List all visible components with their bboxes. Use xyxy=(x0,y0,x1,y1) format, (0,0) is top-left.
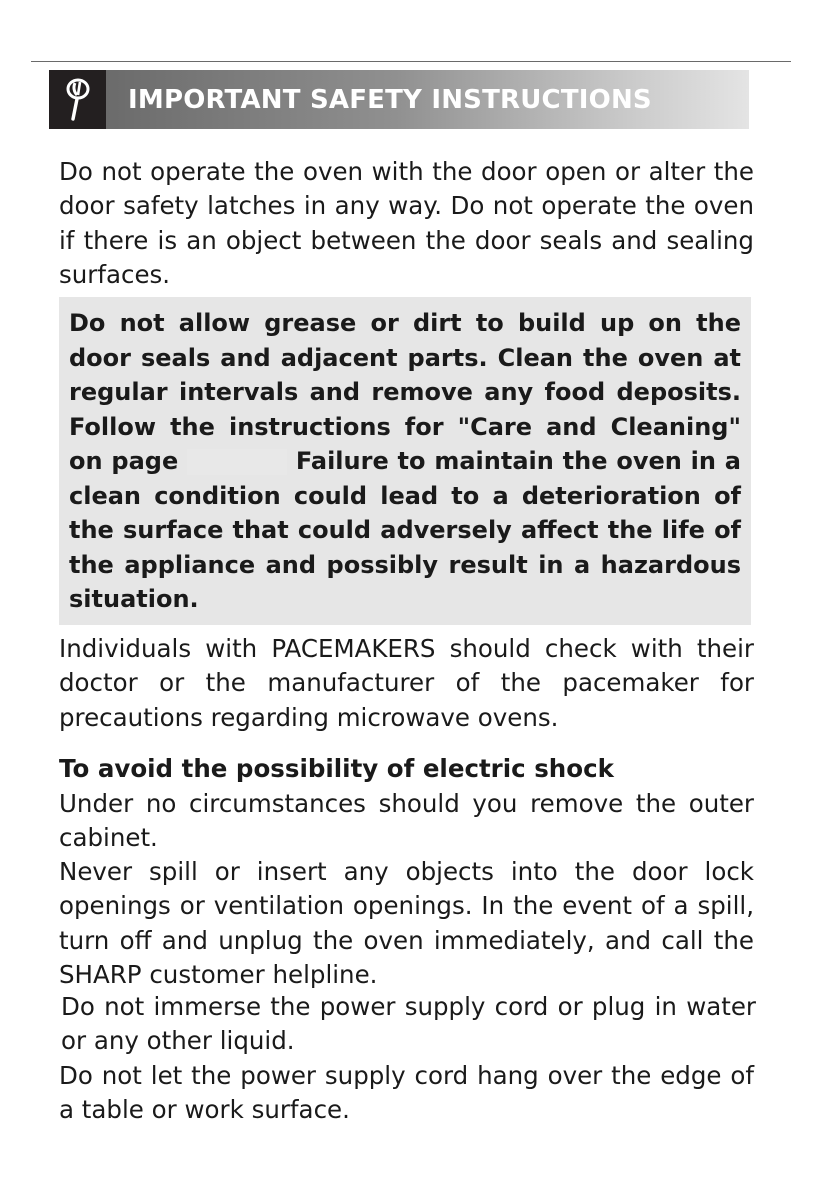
door-operation-paragraph: Do not operate the oven with the door open or alter the door safety latches in any way. Do not operate the oven if there is an object between the door seals and sealing surfaces. xyxy=(59,157,754,289)
highlight-text-after: Failure to maintain the oven in a clean condition could lead to a deterioration of the surface that could adversely affect the life of the appliance and possibly result in a hazardous situation. xyxy=(69,447,741,613)
header-icon-box xyxy=(49,70,106,129)
shock-item-4: Do not let the power supply cord hang over the edge of a table or work surface. xyxy=(59,1061,754,1125)
electric-shock-heading: To avoid the possibility of electric shock xyxy=(59,754,614,783)
shock-item-1: Under no circumstances should you remove the outer cabinet. xyxy=(59,789,754,853)
shock-item-2: Never spill or insert any objects into the door lock openings or ventilation openings. In the event of a spill, turn off and unplug the oven immediately, and call the SHARP customer helpline. xyxy=(59,857,754,989)
shock-item-3: Do not immerse the power supply cord or plug in water or any other liquid. xyxy=(61,992,756,1056)
highlight-text-before: Do not allow grease or dirt to build up on the door seals and adjacent parts. Clean the oven at regular intervals and remove any food deposits. Follow the instructions for "Care and Cleaning" on page xyxy=(69,309,741,475)
header-title-box xyxy=(106,70,749,129)
pacemakers-paragraph: Individuals with PACEMAKERS should check with their doctor or the manufacturer of the pacemaker for precautions regarding microwave ovens. xyxy=(59,634,754,732)
highlight-text xyxy=(69,306,741,617)
page-title: IMPORTANT SAFETY INSTRUCTIONS xyxy=(128,84,652,115)
top-divider xyxy=(31,61,791,62)
page-reference-blank xyxy=(187,449,287,475)
warning-info-icon xyxy=(63,78,93,122)
section-header xyxy=(49,70,749,129)
